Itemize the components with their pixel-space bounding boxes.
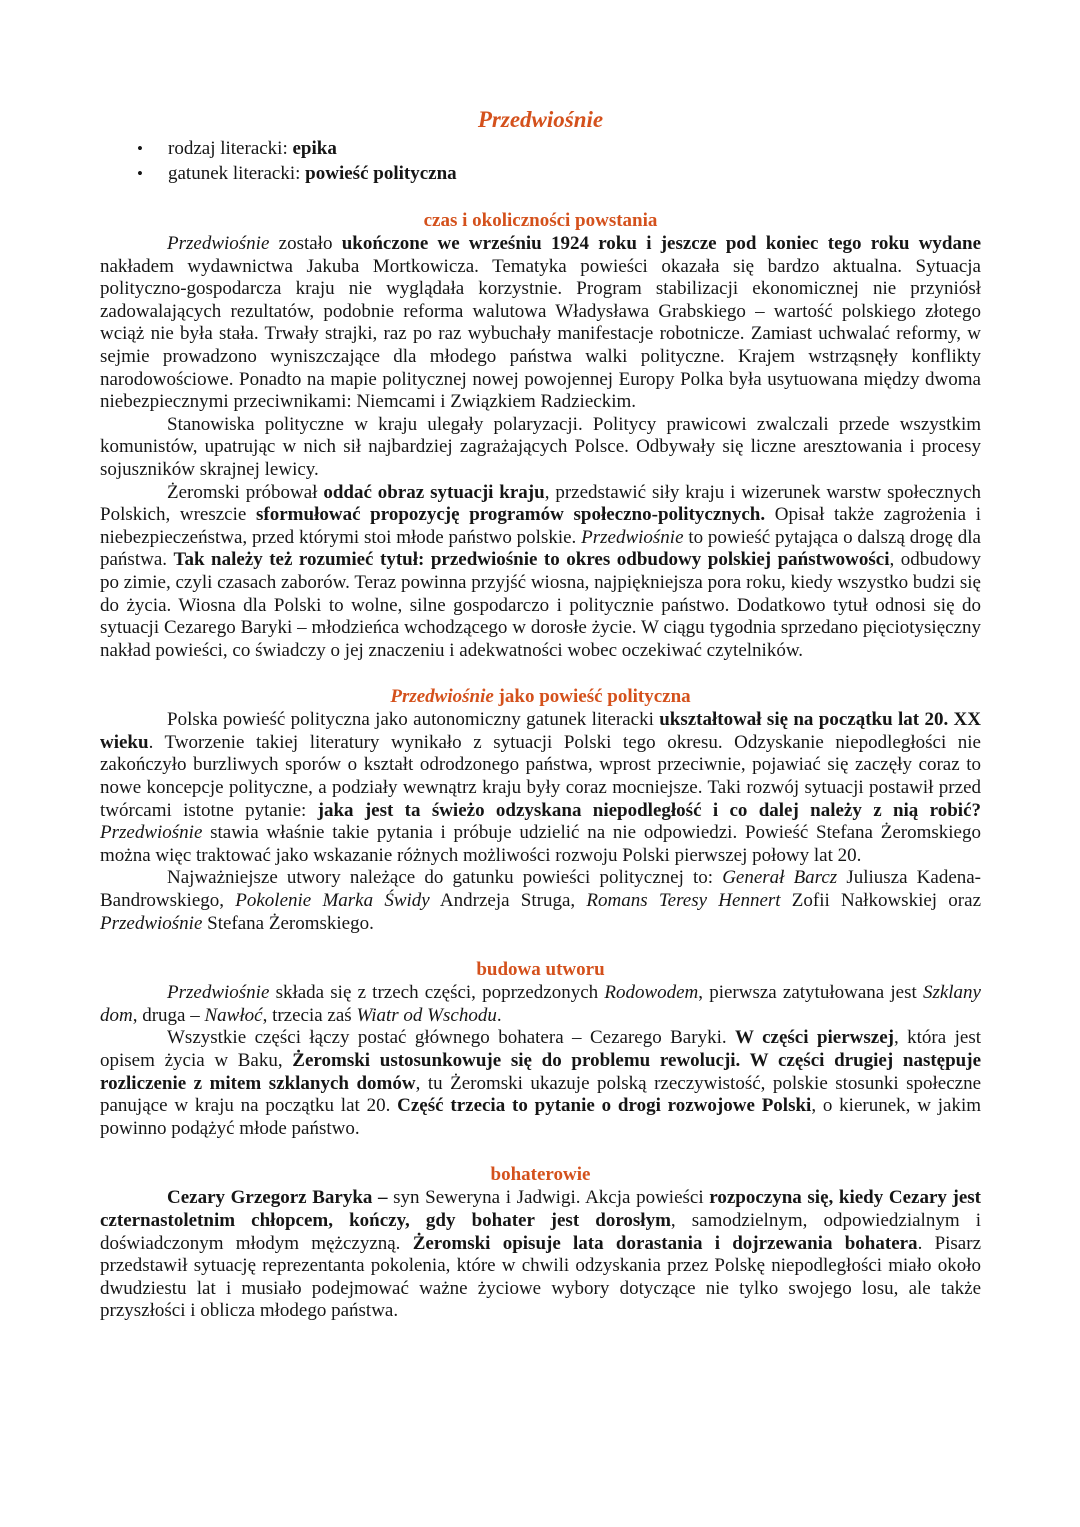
text-run: to powieść pytająca o dalszą drogę dla państwa. — [100, 526, 981, 571]
section-heading — [100, 209, 981, 233]
text-run: oddać obraz sytuacji kraju — [323, 481, 545, 503]
text-run: Polska powieść polityczna jako autonomiczny gatunek literacki — [167, 709, 660, 731]
text-run: Opisał także zagrożenia i niebezpieczeństwa, przed którymi stoi młode państwo polskie. — [100, 504, 982, 548]
text-run: zostało — [269, 233, 342, 254]
text-run: sformułować propozycję programów społeczno-politycznych. — [256, 504, 766, 526]
text-run: , tu Żeromski ukazuje polską rzeczywistość, polskie stosunki społeczne panujące w kraju na początku lat 20. — [100, 1072, 982, 1117]
text-run: . Tworzenie takiej literatury wynikało z sytuacji Polski tego okresu. Odzyskanie niepodległości nie zakończyło burzliwych sporów o kształt odrodzonego państwa, wprost przeciwnie, pojawiać się zaczęły coraz to nowe koncepcje polityczne, a podziały wewnątrz kraju były coraz mocniejsze. Taki rozwój sytuacji postawił przed twórcami istotne pytanie: — [100, 731, 981, 821]
text-run: rodzaj literacki: — [168, 138, 293, 159]
text-run: . — [496, 1004, 502, 1026]
text-run: syn Seweryna i Jadwigi. Akcja powieści — [387, 1187, 710, 1209]
text-run: ukształtował się na początku lat 20. XX wieku — [100, 709, 981, 753]
section-heading — [100, 958, 981, 982]
text-run: Przedwiośnie — [477, 107, 604, 132]
bullet-item — [168, 136, 981, 161]
text-run: Żeromski opisuje lata dorastania i dojrzewania bohatera — [412, 1232, 918, 1254]
text-run: , samodzielnym, odpowiedzialnym i doświadczonym młodym mężczyzną. — [100, 1209, 981, 1254]
text-run: Przedwiośnie — [100, 912, 203, 934]
paragraph — [100, 709, 981, 867]
text-run: , przedstawić siły kraju i wizerunek warstw społecznych Polskich, wreszcie — [100, 481, 981, 526]
text-run: Stanowiska polityczne w kraju ulegały polaryzacji. Politycy prawicowi zwalczali przede wszystkim komunistów, upatrując w nich sił najbardziej zagrażających Polsce. Odbywały się liczne aresztowania i procesy sojuszników skrajnej lewicy. — [100, 413, 981, 480]
text-run: Cezary Grzegorz Baryka – — [167, 1187, 388, 1209]
text-run: . Pisarz przedstawił sytuację reprezentanta pokolenia, które w chwili odzyskania przez Polskę niepodległości miało około dwudziestu lat i musiało podejmować ważne życiowe wybory dotyczące nie tylko swojego losu, ale także przyszłości i oblicza młodego państwa. — [100, 1232, 981, 1322]
bullet-list — [100, 136, 981, 186]
paragraph — [100, 1187, 981, 1323]
section-heading — [100, 685, 981, 709]
text-run: Zofii Nałkowskiej oraz — [780, 890, 981, 912]
text-run: Przedwiośnie — [167, 982, 270, 1004]
paragraph — [100, 982, 981, 1027]
text-run: Przedwiośnie — [390, 686, 494, 708]
text-run: jaka jest ta świeżo odzyskana niepodległość i co dalej należy z nią robić? — [317, 799, 981, 821]
text-run: nakładem wydawnictwa Jakuba Mortkowicza. Tematyka powieści okazała się bardzo aktualna. Sytuacja polityczno-gospodarcza kraju nie wyglądała korzystnie. Program stabilizacji ekonomicznej nie przyniósł zadowalających rezultatów, podobnie reforma walutowa Władysława Grabskiego – wartość polskiego złotego wciąż nie była stała. Trwały strajki, raz po raz wybuchały manifestacje robotnicze. Zamiast uchwalać reformy, w sejmie prowadzono wyniszczające dla młodego państwa walki polityczne. Krajem wstrząsnęły konflikty narodowościowe. Ponadto na mapie politycznej nowej powojennej Europy Polka była usytuowana między dwoma niebezpiecznymi przeciwnikami: Niemcami i Związkiem Radzieckim. — [100, 255, 981, 413]
text-run: Przedwiośnie — [581, 526, 684, 548]
text-run: składa się z trzech części, poprzedzonych — [269, 982, 605, 1004]
text-run: Rodowodem — [604, 982, 699, 1004]
text-run: czas i okoliczności powstania — [423, 210, 658, 231]
text-run: gatunek literacki: — [168, 163, 306, 184]
text-run: budowa utworu — [476, 959, 605, 981]
text-run: , trzecia zaś — [262, 1004, 357, 1026]
text-run: bohaterowie — [490, 1164, 591, 1186]
paragraph — [100, 867, 981, 935]
paragraph — [100, 482, 981, 663]
text-run: powieść polityczna — [305, 163, 457, 184]
text-run: Juliusza Kadena-Bandrowskiego, — [100, 867, 982, 912]
text-run: Romans Teresy Hennert — [586, 890, 781, 912]
text-run: , odbudowy po zimie, czyli czasach zaborów. Teraz powinna przyjść wiosna, najpiękniejsza pora roku, kiedy wszystko budzi się do życia. Wiosna dla Polski to wolne, silne gospodarczo i politycznie państwo. Dodatkowo tytuł odnosi się do sytuacji Cezarego Baryki – młodzieńca wchodzącego w dorosłe życie. W ciągu tygodnia sprzedano pięciotysięczny nakład powieści, co świadczy o jej znaczeniu i adekwatności wobec oczekiwać czytelników. — [100, 549, 981, 661]
text-run: , o kierunek, w jakim powinno podążyć młode państwo. — [100, 1095, 982, 1139]
text-run: Przedwiośnie — [100, 822, 203, 844]
text-run: , druga – — [132, 1004, 205, 1026]
text-run: epika — [292, 138, 337, 159]
text-run: Wszystkie części łączy postać głównego bohatera – Cezarego Baryki. — [167, 1027, 736, 1049]
text-run: Żeromski próbował — [167, 481, 324, 503]
text-run: Przedwiośnie — [167, 233, 270, 254]
document-title — [100, 106, 981, 134]
text-run: Nawłoć — [204, 1004, 263, 1026]
section-heading — [100, 1163, 981, 1187]
text-run: Szklany dom — [100, 982, 981, 1026]
text-run: Generał Barcz — [722, 867, 838, 889]
sections-container — [100, 209, 981, 1323]
text-run: rozpoczyna się, kiedy Cezary jest czternastoletnim chłopcem, kończy, gdy bohater jest dorosłym — [100, 1187, 981, 1231]
bullet-item — [168, 161, 981, 186]
text-run: Najważniejsze utwory należące do gatunku powieści politycznej to: — [167, 867, 723, 889]
text-run: Tak należy też rozumieć tytuł: przedwiośnie to okres odbudowy polskiej państwowości — [173, 549, 890, 571]
text-run: , pierwsza zatytułowana jest — [698, 982, 923, 1004]
text-run: Stefana Żeromskiego. — [202, 912, 374, 934]
text-run: Andrzeja Struga, — [429, 890, 587, 912]
text-run: stawia właśnie takie pytania i próbuje udzielić na nie odpowiedzi. Powieść Stefana Żeromskiego można więc traktować jako wskazanie różnych możliwości rozwoju Polski pierwszej połowy lat 20. — [100, 822, 981, 866]
text-run: , która jest opisem życia w Baku, — [100, 1027, 981, 1071]
paragraph — [100, 1027, 981, 1140]
text-run: Pokolenie Marka Świdy — [235, 890, 430, 912]
text-run: ukończone we wrześniu 1924 roku i jeszcze pod koniec tego roku wydane — [341, 233, 981, 254]
text-run: Wiatr od Wschodu — [356, 1004, 497, 1026]
text-run: W części pierwszej — [735, 1027, 894, 1049]
text-run: Żeromski ustosunkowuje się do problemu rewolucji. W części drugiej następuje rozliczenie z mitem szklanych domów — [100, 1050, 981, 1094]
paragraph — [100, 233, 981, 414]
text-run: jako powieść polityczna — [493, 686, 691, 708]
paragraph — [100, 414, 981, 482]
text-run: Część trzecia to pytanie o drogi rozwojowe Polski — [397, 1095, 812, 1117]
